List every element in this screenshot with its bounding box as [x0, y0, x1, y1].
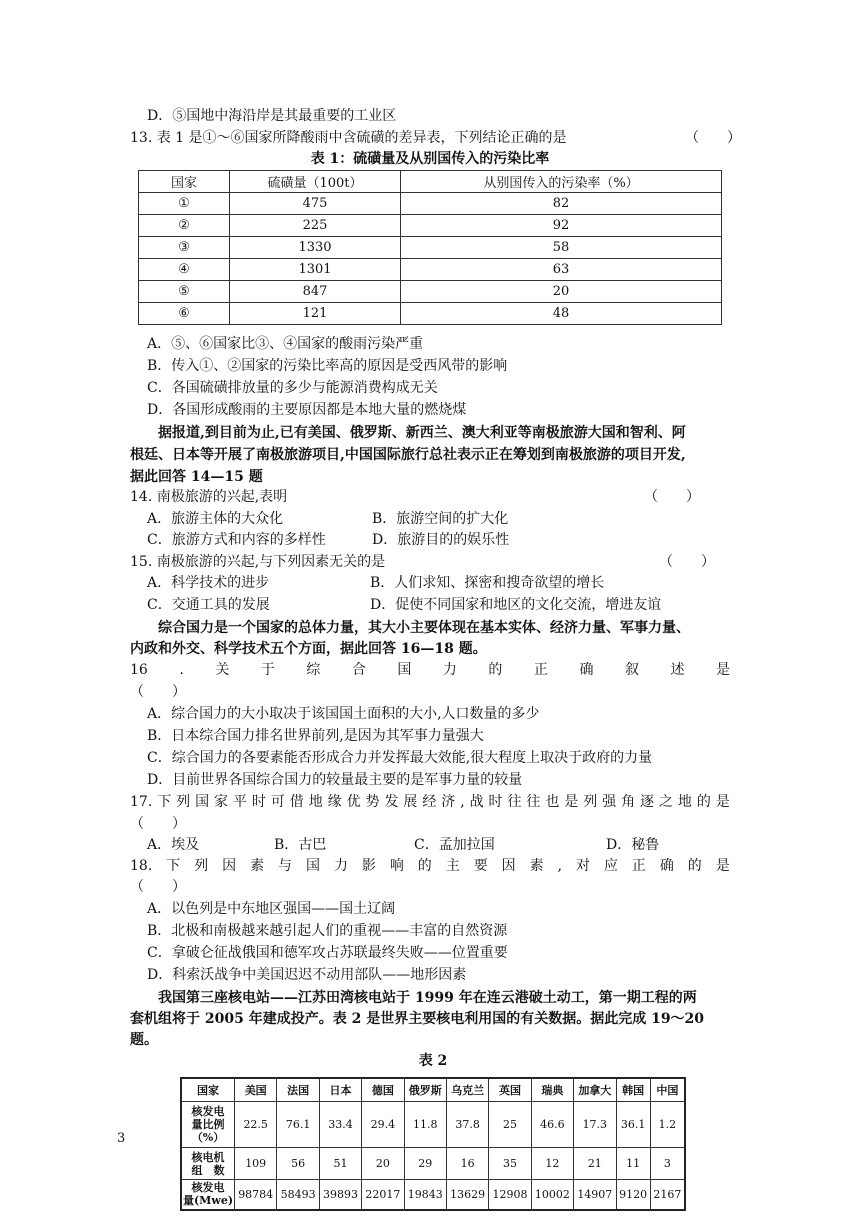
passage2-line: 内政和外交、科学技术五个方面，据此回答 16—18 题。 [130, 641, 487, 657]
table2-cell: 22017 [362, 1180, 404, 1210]
table2-cell: 76.1 [277, 1102, 319, 1148]
table2-cell: 35 [489, 1148, 531, 1180]
q17-stem-char: 国 [195, 794, 210, 810]
q17-stem-char: 往 [507, 794, 522, 810]
q18-stem [130, 856, 730, 876]
table1-cell: 475 [230, 193, 401, 215]
q14-option-d: D．旅游目的的娱乐性 [372, 532, 510, 548]
table2-cell: 11 [616, 1148, 650, 1180]
table2-header: 日本 [319, 1078, 361, 1102]
table-row [139, 237, 722, 259]
table2-header: 德国 [362, 1078, 404, 1102]
q16-stem-char: 国 [397, 662, 412, 678]
table1-cell: 58 [401, 237, 722, 259]
q14-option-b: B．旅游空间的扩大化 [372, 511, 509, 527]
table1-cell: ③ [139, 237, 230, 259]
q12-option-d: D．⑤国地中海沿岸是其最重要的工业区 [147, 108, 397, 124]
q18-stem-char: 素 [250, 858, 265, 874]
table2-cell: 37.8 [446, 1102, 488, 1148]
q15-option-b: B．人们求知、探密和搜奇欲望的增长 [370, 575, 605, 591]
table2-cell: 12 [531, 1148, 573, 1180]
q17-stem-char: 发 [384, 794, 399, 810]
table-row [139, 303, 722, 325]
table2-cell: 10002 [531, 1180, 573, 1210]
table1-cell: ④ [139, 259, 230, 281]
q16-stem-char: 是 [715, 662, 730, 678]
q16-stem-char: 力 [442, 662, 457, 678]
q17-stem-char: 强 [602, 794, 617, 810]
table2-cell: 29 [404, 1148, 446, 1180]
q17-stem-char: 下 [157, 794, 172, 810]
table1-header: 从别国传入的污染率（%） [401, 171, 722, 193]
passage1-line: 据报道,到目前为止,已有美国、俄罗斯、新西兰、澳大利亚等南极旅游大国和智利、阿 [158, 425, 686, 441]
table2-header: 瑞典 [531, 1078, 573, 1102]
q16-stem-char: 确 [579, 662, 594, 678]
table2-cell: 29.4 [362, 1102, 404, 1148]
q18-stem-char: 下 [166, 858, 181, 874]
q17-stem-char: 之 [658, 794, 673, 810]
table1-cell: 82 [401, 193, 722, 215]
table2-cell: 21 [574, 1148, 616, 1180]
table1-header: 国家 [139, 171, 230, 193]
table2-caption: 表 2 [418, 1053, 448, 1069]
row-header-line: 核电机 [191, 1150, 225, 1164]
table2-cell: 98784 [235, 1180, 277, 1210]
table1-cell: ⑥ [139, 303, 230, 325]
q18-stem-char: 与 [278, 858, 293, 874]
q17-stem-char: 的 [696, 794, 711, 810]
q17-stem-char: 逐 [640, 794, 655, 810]
q15-option-a: A．科学技术的进步 [147, 575, 270, 591]
table2-header: 加拿大 [574, 1078, 616, 1102]
q16-stem-char: 于 [260, 662, 275, 678]
q14-option-a: A．旅游主体的大众化 [147, 511, 284, 527]
table2 [180, 1077, 686, 1211]
q17-stem [130, 792, 730, 812]
q15-answer-paren: （ ） [659, 554, 715, 570]
table1-cell: 225 [230, 215, 401, 237]
row-header-line: （%） [191, 1131, 225, 1144]
q17-stem-char: 战 [469, 794, 484, 810]
q18-stem-char: 对 [575, 858, 590, 874]
q17-stem-char: 地 [308, 794, 323, 810]
q18-option-a: A．以色列是中东地区强国——国土辽阔 [147, 901, 396, 917]
table-row [181, 1102, 685, 1148]
q16-stem-char: 正 [533, 662, 548, 678]
q18-stem-char: 列 [194, 858, 209, 874]
table2-cell: 22.5 [235, 1102, 277, 1148]
q17-stem-char: 列 [583, 794, 598, 810]
q18-option-b: B．北极和南极越来越引起人们的重视——丰富的自然资源 [147, 923, 508, 939]
table1-cell: 92 [401, 215, 722, 237]
q17-stem-char: 济 [441, 794, 456, 810]
table2-cell: 39893 [319, 1180, 361, 1210]
q15-option-d: D．促使不同国家和地区的文化交流，增进友谊 [370, 597, 662, 613]
table2-header: 中国 [650, 1078, 685, 1102]
table2-cell: 19843 [404, 1180, 446, 1210]
q14-answer-paren: （ ） [644, 489, 700, 505]
q17-stem-char: 展 [403, 794, 418, 810]
table2-header: 美国 [235, 1078, 277, 1102]
table1-caption: 表 1：硫磺量及从别国传入的污染比率 [310, 151, 550, 167]
table2-cell: 3 [650, 1148, 685, 1180]
q17-option-a: A．埃及 [147, 837, 200, 853]
table2-header: 英国 [489, 1078, 531, 1102]
table1-cell: ① [139, 193, 230, 215]
table-row [139, 193, 722, 215]
q17-stem-char: 家 [214, 794, 229, 810]
table2-cell: 12908 [489, 1180, 531, 1210]
table1-header-row [139, 171, 722, 193]
q18-stem-char: 的 [687, 858, 702, 874]
table2-cell: 20 [362, 1148, 404, 1180]
q18-stem-char: 国 [305, 858, 320, 874]
q17-stem-char: 也 [545, 794, 560, 810]
table2-row-header [181, 1180, 235, 1210]
table1-cell: 121 [230, 303, 401, 325]
q18-stem-char: 力 [333, 858, 348, 874]
q14-stem: 14. 南极旅游的兴起,表明 [130, 489, 288, 505]
q17-stem-char: 地 [677, 794, 692, 810]
q18-stem-char: 影 [361, 858, 376, 874]
q16-option-c: C．综合国力的各要素能否形成合力并发挥最大效能,很大程度上取决于政府的力量 [147, 750, 653, 766]
row-header-line: 核发电 [191, 1105, 225, 1118]
row-header-line: 组 数 [191, 1163, 225, 1177]
table2-row-header [181, 1148, 235, 1180]
passage1-line: 据此回答 14—15 题 [130, 469, 263, 485]
table2-row-header [181, 1102, 235, 1148]
table2-cell: 11.8 [404, 1102, 446, 1148]
q15-option-c: C．交通工具的发展 [147, 597, 270, 613]
q18-stem-char: 是 [715, 858, 730, 874]
q17-stem-char: 时 [251, 794, 266, 810]
q17-stem-char: 可 [270, 794, 285, 810]
row-header-line: 量比例 [191, 1118, 225, 1131]
table1-cell: 847 [230, 281, 401, 303]
passage3-line: 套机组将于 2005 年建成投产。表 2 是世界主要核电利用国的有关数据。据此完成 19～20 [130, 1011, 705, 1027]
q17-answer-paren: （ ） [130, 816, 186, 832]
table1-cell: 63 [401, 259, 722, 281]
table2-cell: 13629 [446, 1180, 488, 1210]
q17-stem-char: 借 [289, 794, 304, 810]
q17-stem-char: 17. [130, 794, 153, 810]
q18-stem-char: 正 [631, 858, 646, 874]
passage2-line: 综合国力是一个国家的总体力量，其大小主要体现在基本实体、经济力量、军事力量、 [158, 620, 690, 636]
passage1-line: 根廷、日本等开展了南极旅游项目,中国国际旅行总社表示正在筹划到南极旅游的项目开发, [130, 447, 686, 463]
table2-header: 俄罗斯 [404, 1078, 446, 1102]
table-row [139, 215, 722, 237]
q18-answer-paren: （ ） [130, 879, 186, 895]
table2-cell: 17.3 [574, 1102, 616, 1148]
table2-cell: 16 [446, 1148, 488, 1180]
table2-header-row [181, 1078, 685, 1102]
table-row [139, 259, 722, 281]
q13-option-a: A．⑤、⑥国家比③、④国家的酸雨污染严重 [147, 336, 424, 352]
q18-stem-char: , [557, 858, 563, 874]
table1 [138, 170, 722, 325]
q17-stem-char: 往 [526, 794, 541, 810]
table2-cell: 14907 [574, 1180, 616, 1210]
q18-stem-char: 响 [389, 858, 404, 874]
table2-cell: 109 [235, 1148, 277, 1180]
table2-cell: 46.6 [531, 1102, 573, 1148]
q17-option-b: B．古巴 [274, 837, 327, 853]
q18-stem-char: 主 [445, 858, 460, 874]
q18-stem-char: 素 [529, 858, 544, 874]
q17-stem-char: 经 [422, 794, 437, 810]
table1-cell: 20 [401, 281, 722, 303]
q16-stem-char: 的 [488, 662, 503, 678]
table2-cell: 56 [277, 1148, 319, 1180]
table2-cell: 33.4 [319, 1102, 361, 1148]
q16-option-b: B．日本综合国力排名世界前列,是因为其军事力量强大 [147, 728, 484, 744]
table2-cell: 9120 [616, 1180, 650, 1210]
row-header-line: 量(Mwe) [182, 1194, 234, 1208]
q18-stem-char: 18. [130, 858, 153, 874]
table2-cell: 25 [489, 1102, 531, 1148]
q16-stem-char: . [179, 662, 184, 678]
q18-stem-char: 要 [473, 858, 488, 874]
q16-stem-char: 16 [130, 662, 148, 678]
q17-stem-char: 时 [488, 794, 503, 810]
q18-stem-char: 确 [659, 858, 674, 874]
q17-stem-char: 是 [715, 794, 730, 810]
q17-stem-char: 平 [232, 794, 247, 810]
table-row [181, 1148, 685, 1180]
table2-cell: 2167 [650, 1180, 685, 1210]
table2-cell: 51 [319, 1148, 361, 1180]
q16-stem-char: 关 [215, 662, 230, 678]
q17-stem-char: , [460, 794, 465, 810]
q17-option-c: C．孟加拉国 [414, 837, 495, 853]
table2-header: 韩国 [616, 1078, 650, 1102]
q18-stem-char: 因 [501, 858, 516, 874]
table2-cell: 36.1 [616, 1102, 650, 1148]
q13-option-d: D．各国形成酸雨的主要原因都是本地大量的燃烧煤 [147, 402, 467, 418]
q15-stem: 15. 南极旅游的兴起,与下列因素无关的是 [130, 554, 386, 570]
q16-stem-char: 合 [351, 662, 366, 678]
table2-cell: 58493 [277, 1180, 319, 1210]
table1-cell: 48 [401, 303, 722, 325]
q18-option-c: C．拿破仑征战俄国和德军攻占苏联最终失败——位置重要 [147, 945, 508, 961]
table2-header: 国家 [181, 1078, 235, 1102]
page-number: 3 [117, 1131, 126, 1146]
passage3-line: 题。 [130, 1032, 158, 1048]
q16-stem-char: 述 [670, 662, 685, 678]
row-header-line: 核发电 [191, 1181, 225, 1195]
table1-header: 硫磺量（100t） [230, 171, 401, 193]
q17-stem-char: 缘 [327, 794, 342, 810]
q13-answer-paren: （ ） [685, 130, 741, 146]
table-row [181, 1180, 685, 1210]
table2-header: 法国 [277, 1078, 319, 1102]
q14-option-c: C．旅游方式和内容的多样性 [147, 532, 326, 548]
q16-stem-char: 综 [306, 662, 321, 678]
q16-stem-char: 叙 [624, 662, 639, 678]
table2-cell: 1.2 [650, 1102, 685, 1148]
q18-stem-char: 因 [222, 858, 237, 874]
q17-stem-char: 优 [346, 794, 361, 810]
q18-option-d: D．科索沃战争中美国迟迟不动用部队——地形因素 [147, 967, 467, 983]
q13-option-b: B．传入①、②国家的污染比率高的原因是受西风带的影响 [147, 358, 508, 374]
table1-cell: 1330 [230, 237, 401, 259]
table1-cell: 1301 [230, 259, 401, 281]
q16-stem [130, 660, 730, 680]
q13-option-c: C．各国硫磺排放量的多少与能源消费构成无关 [147, 380, 438, 396]
q18-stem-char: 应 [603, 858, 618, 874]
q13-stem: 13. 表 1 是①～⑥国家所降酸雨中含硫磺的差异表，下列结论正确的是 [130, 130, 567, 146]
q16-option-d: D．目前世界各国综合国力的较量最主要的是军事力量的较量 [147, 772, 523, 788]
q18-stem-char: 的 [417, 858, 432, 874]
table1-cell: ② [139, 215, 230, 237]
table2-header: 乌克兰 [446, 1078, 488, 1102]
q16-option-a: A．综合国力的大小取决于该国国土面积的大小,人口数量的多少 [147, 706, 540, 722]
passage3-line: 我国第三座核电站——江苏田湾核电站于 1999 年在连云港破土动工，第一期工程的两 [158, 990, 697, 1006]
q17-stem-char: 势 [365, 794, 380, 810]
q17-stem-char: 列 [176, 794, 191, 810]
table-row [139, 281, 722, 303]
q17-stem-char: 角 [621, 794, 636, 810]
q16-answer-paren: （ ） [130, 684, 186, 700]
table1-cell: ⑤ [139, 281, 230, 303]
q17-option-d: D．秘鲁 [606, 837, 660, 853]
q17-stem-char: 是 [564, 794, 579, 810]
